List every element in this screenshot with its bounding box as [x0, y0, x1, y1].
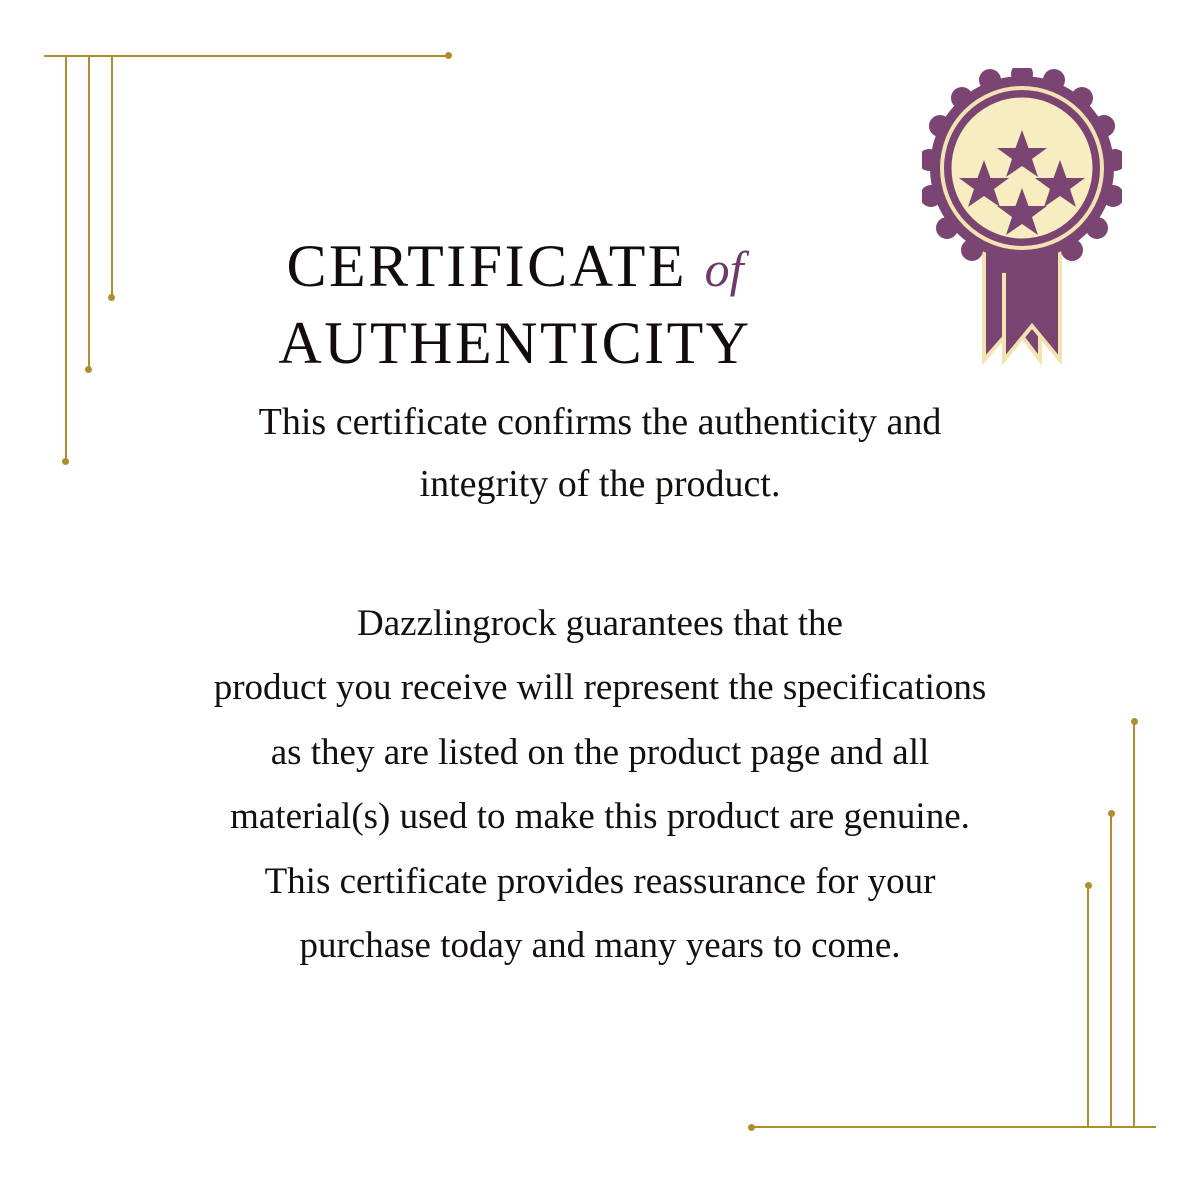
body-line: material(s) used to make this product are genuine.	[230, 796, 970, 838]
subtitle-line-2: integrity of the product.	[419, 462, 781, 505]
certificate-body	[90, 592, 1110, 978]
decoration-dot	[62, 458, 69, 465]
subtitle-line-1: This certificate confirms the authenticity and	[258, 401, 942, 443]
body-line: purchase today and many years to come.	[299, 924, 901, 966]
body-line: Dazzlingrock guarantees that the	[357, 603, 843, 644]
decoration-line-horizontal	[44, 55, 450, 57]
body-line: This certificate provides reassurance for your	[264, 860, 936, 902]
body-line: as they are listed on the product page and all	[270, 731, 930, 773]
title-line-one	[0, 228, 1030, 305]
title-certificate-word: CERTIFICATE	[286, 233, 688, 299]
decoration-line-vertical	[1133, 720, 1135, 1128]
page-title	[0, 228, 1200, 382]
certificate-subtitle	[120, 392, 1080, 515]
title-line-two: AUTHENTICITY	[278, 309, 752, 376]
decoration-dot	[445, 52, 452, 59]
title-of-word: of	[704, 241, 744, 297]
decoration-line-horizontal	[750, 1126, 1156, 1128]
decoration-dot	[748, 1124, 755, 1131]
body-line: product you receive will represent the specifications	[213, 667, 987, 709]
decoration-line-vertical	[1110, 813, 1112, 1128]
decoration-dot	[1131, 718, 1138, 725]
